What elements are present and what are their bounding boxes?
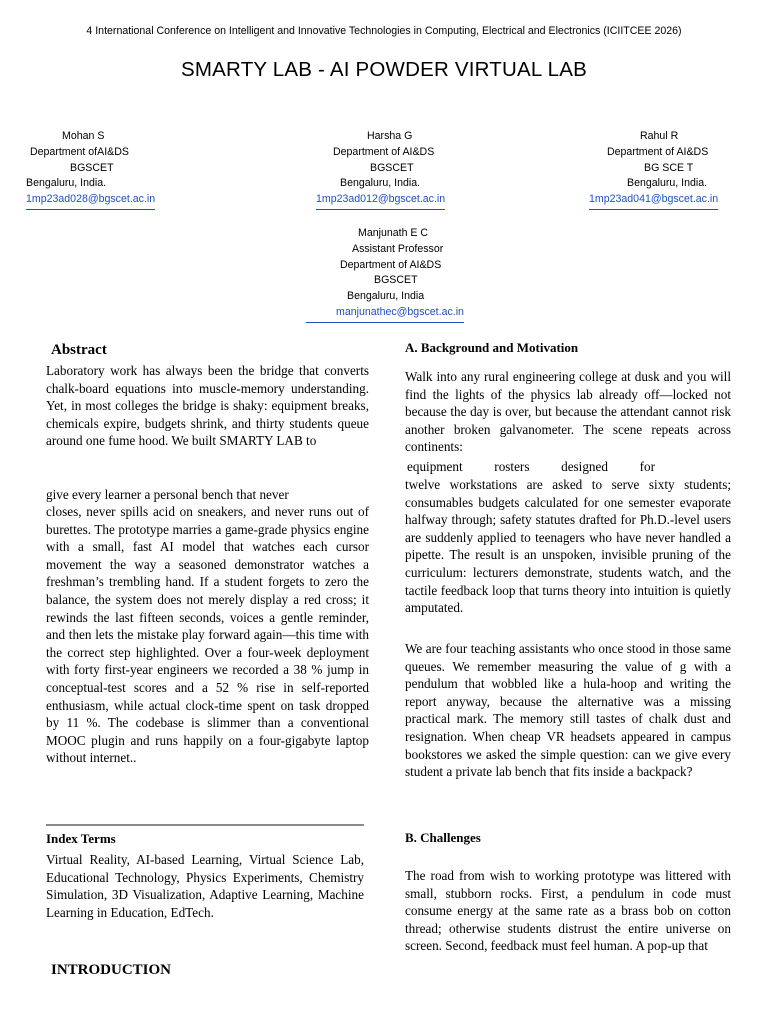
introduction-heading: INTRODUCTION xyxy=(51,962,172,978)
author-block-3 xyxy=(589,129,718,210)
author-dept: Department of AI&DS xyxy=(340,258,442,271)
background-paragraph-2b: twelve workstations are asked to serve sixty students; consumables budgets calculated for one semester evaporate halfway through; safety statutes drafted for Ph.D.-level users are suddenly applied to teenagers who have never handled a pipette. The result is an unspoken, invisible pruning of the curriculum: lecturers demonstrate, students watch, and the tactile feedback loop that turns theory into intuition is quietly amputated. xyxy=(405,477,731,616)
challenges-heading: B. Challenges xyxy=(405,830,481,845)
author-block-1 xyxy=(26,129,155,210)
author-role: Assistant Professor xyxy=(352,242,444,255)
author-name: Harsha G xyxy=(367,130,413,142)
conference-header: 4 International Conference on Intelligent and Innovative Technologies in Computing, Electrical and Electronics (ICIITCEE 2026) xyxy=(86,25,682,37)
author-block-2 xyxy=(316,129,445,210)
author-org: BGSCET xyxy=(70,161,114,174)
background-heading: A. Background and Motivation xyxy=(405,340,579,355)
index-terms-heading: Index Terms xyxy=(46,831,116,846)
author-name: Rahul R xyxy=(640,130,679,142)
author-city: Bengaluru, India. xyxy=(627,177,708,190)
abstract-heading: Abstract xyxy=(51,342,107,358)
author-org: BGSCET xyxy=(370,161,414,174)
author-dept: Department of AI&DS xyxy=(607,145,709,158)
author-email[interactable]: 1mp23ad041@bgscet.ac.in xyxy=(589,192,718,210)
author-name: Manjunath E C xyxy=(358,227,429,239)
author-dept: Department ofAI&DS xyxy=(30,145,129,158)
author-org: BGSCET xyxy=(374,274,418,287)
author-dept: Department of AI&DS xyxy=(333,145,435,158)
author-name: Mohan S xyxy=(62,130,105,142)
author-email[interactable]: manjunathec@bgscet.ac.in xyxy=(306,305,464,323)
background-paragraph-1: Walk into any rural engineering college at dusk and you will find the lights of the physics lab already off—locked not because the day is over, but because the attendant cannot risk another broken galvanometer. The scene repeats across continents: xyxy=(405,369,731,455)
abstract-text-part2: give every learner a personal bench that never xyxy=(46,487,289,502)
background-paragraph-2a: equipment rosters designed for xyxy=(407,459,655,474)
author-org: BG SCE T xyxy=(644,161,694,174)
author-city: Bengaluru, India xyxy=(347,290,425,303)
background-paragraph-3: We are four teaching assistants who once stood in those same queues. We remember measuring the value of g with a pendulum that wobbled like a hula-hoop and writing the report anyway, because the alternative was a missing practical mark. The memory still tastes of chalk dust and resignation. When cheap VR headsets appeared in campus bookstores we asked the simple question: can we give every student a private lab bench that fits inside a backpack? xyxy=(405,641,731,780)
author-email[interactable]: 1mp23ad012@bgscet.ac.in xyxy=(316,192,445,210)
section-divider xyxy=(46,824,364,826)
abstract-text-part1: Laboratory work has always been the bridge that converts chalk-board equations into muscle-memory understanding. Yet, in most colleges the bridge is shaky: equipment breaks, chemicals expire, budgets shrink, and thirty students queue around one fume hood. We built SMARTY LAB to xyxy=(46,363,369,449)
index-terms-text: Virtual Reality, AI-based Learning, Virtual Science Lab, Educational Technology, Physics Experiments, Chemistry Simulation, 3D Visualization, Adaptive Learning, Machine Learning in Education, EdTech. xyxy=(46,852,364,920)
author-block-4 xyxy=(306,226,464,323)
author-city: Bengaluru, India. xyxy=(340,177,421,190)
author-email[interactable]: 1mp23ad028@bgscet.ac.in xyxy=(26,192,155,210)
paper-title: SMARTY LAB - AI POWDER VIRTUAL LAB xyxy=(181,58,587,81)
author-city: Bengaluru, India. xyxy=(26,177,107,190)
challenges-paragraph-1: The road from wish to working prototype was littered with small, stubborn rocks. First, a pendulum in code must consume energy at the same rate as a brass bob on cotton thread; otherwise students distrust the entire universe on screen. Second, feedback must feel human. A pop-up that xyxy=(405,868,731,954)
abstract-text-part3: closes, never spills acid on sneakers, and never runs out of burettes. The prototype marries a game-grade physics engine with a small, fast AI model that watches each cursor movement the way a seasoned demonstrator watches a freshman’s trembling hand. If a student forgets to zero the balance, the system does not merely display a red cross; it rewinds the last fifteen seconds, voices a gentle reminder, and then lets the mistake play forward again—this time with the correct step highlighted. Over a four-week deployment with forty first-year engineers we recorded a 38 % jump in conceptual-test scores and a 52 % rise in self-reported enthusiasm, while actual clock-time spent on task dropped by 11 %. The codebase is slimmer than a conventional MOOC plugin and runs happily on a four-gigabyte laptop without internet.. xyxy=(46,504,369,766)
